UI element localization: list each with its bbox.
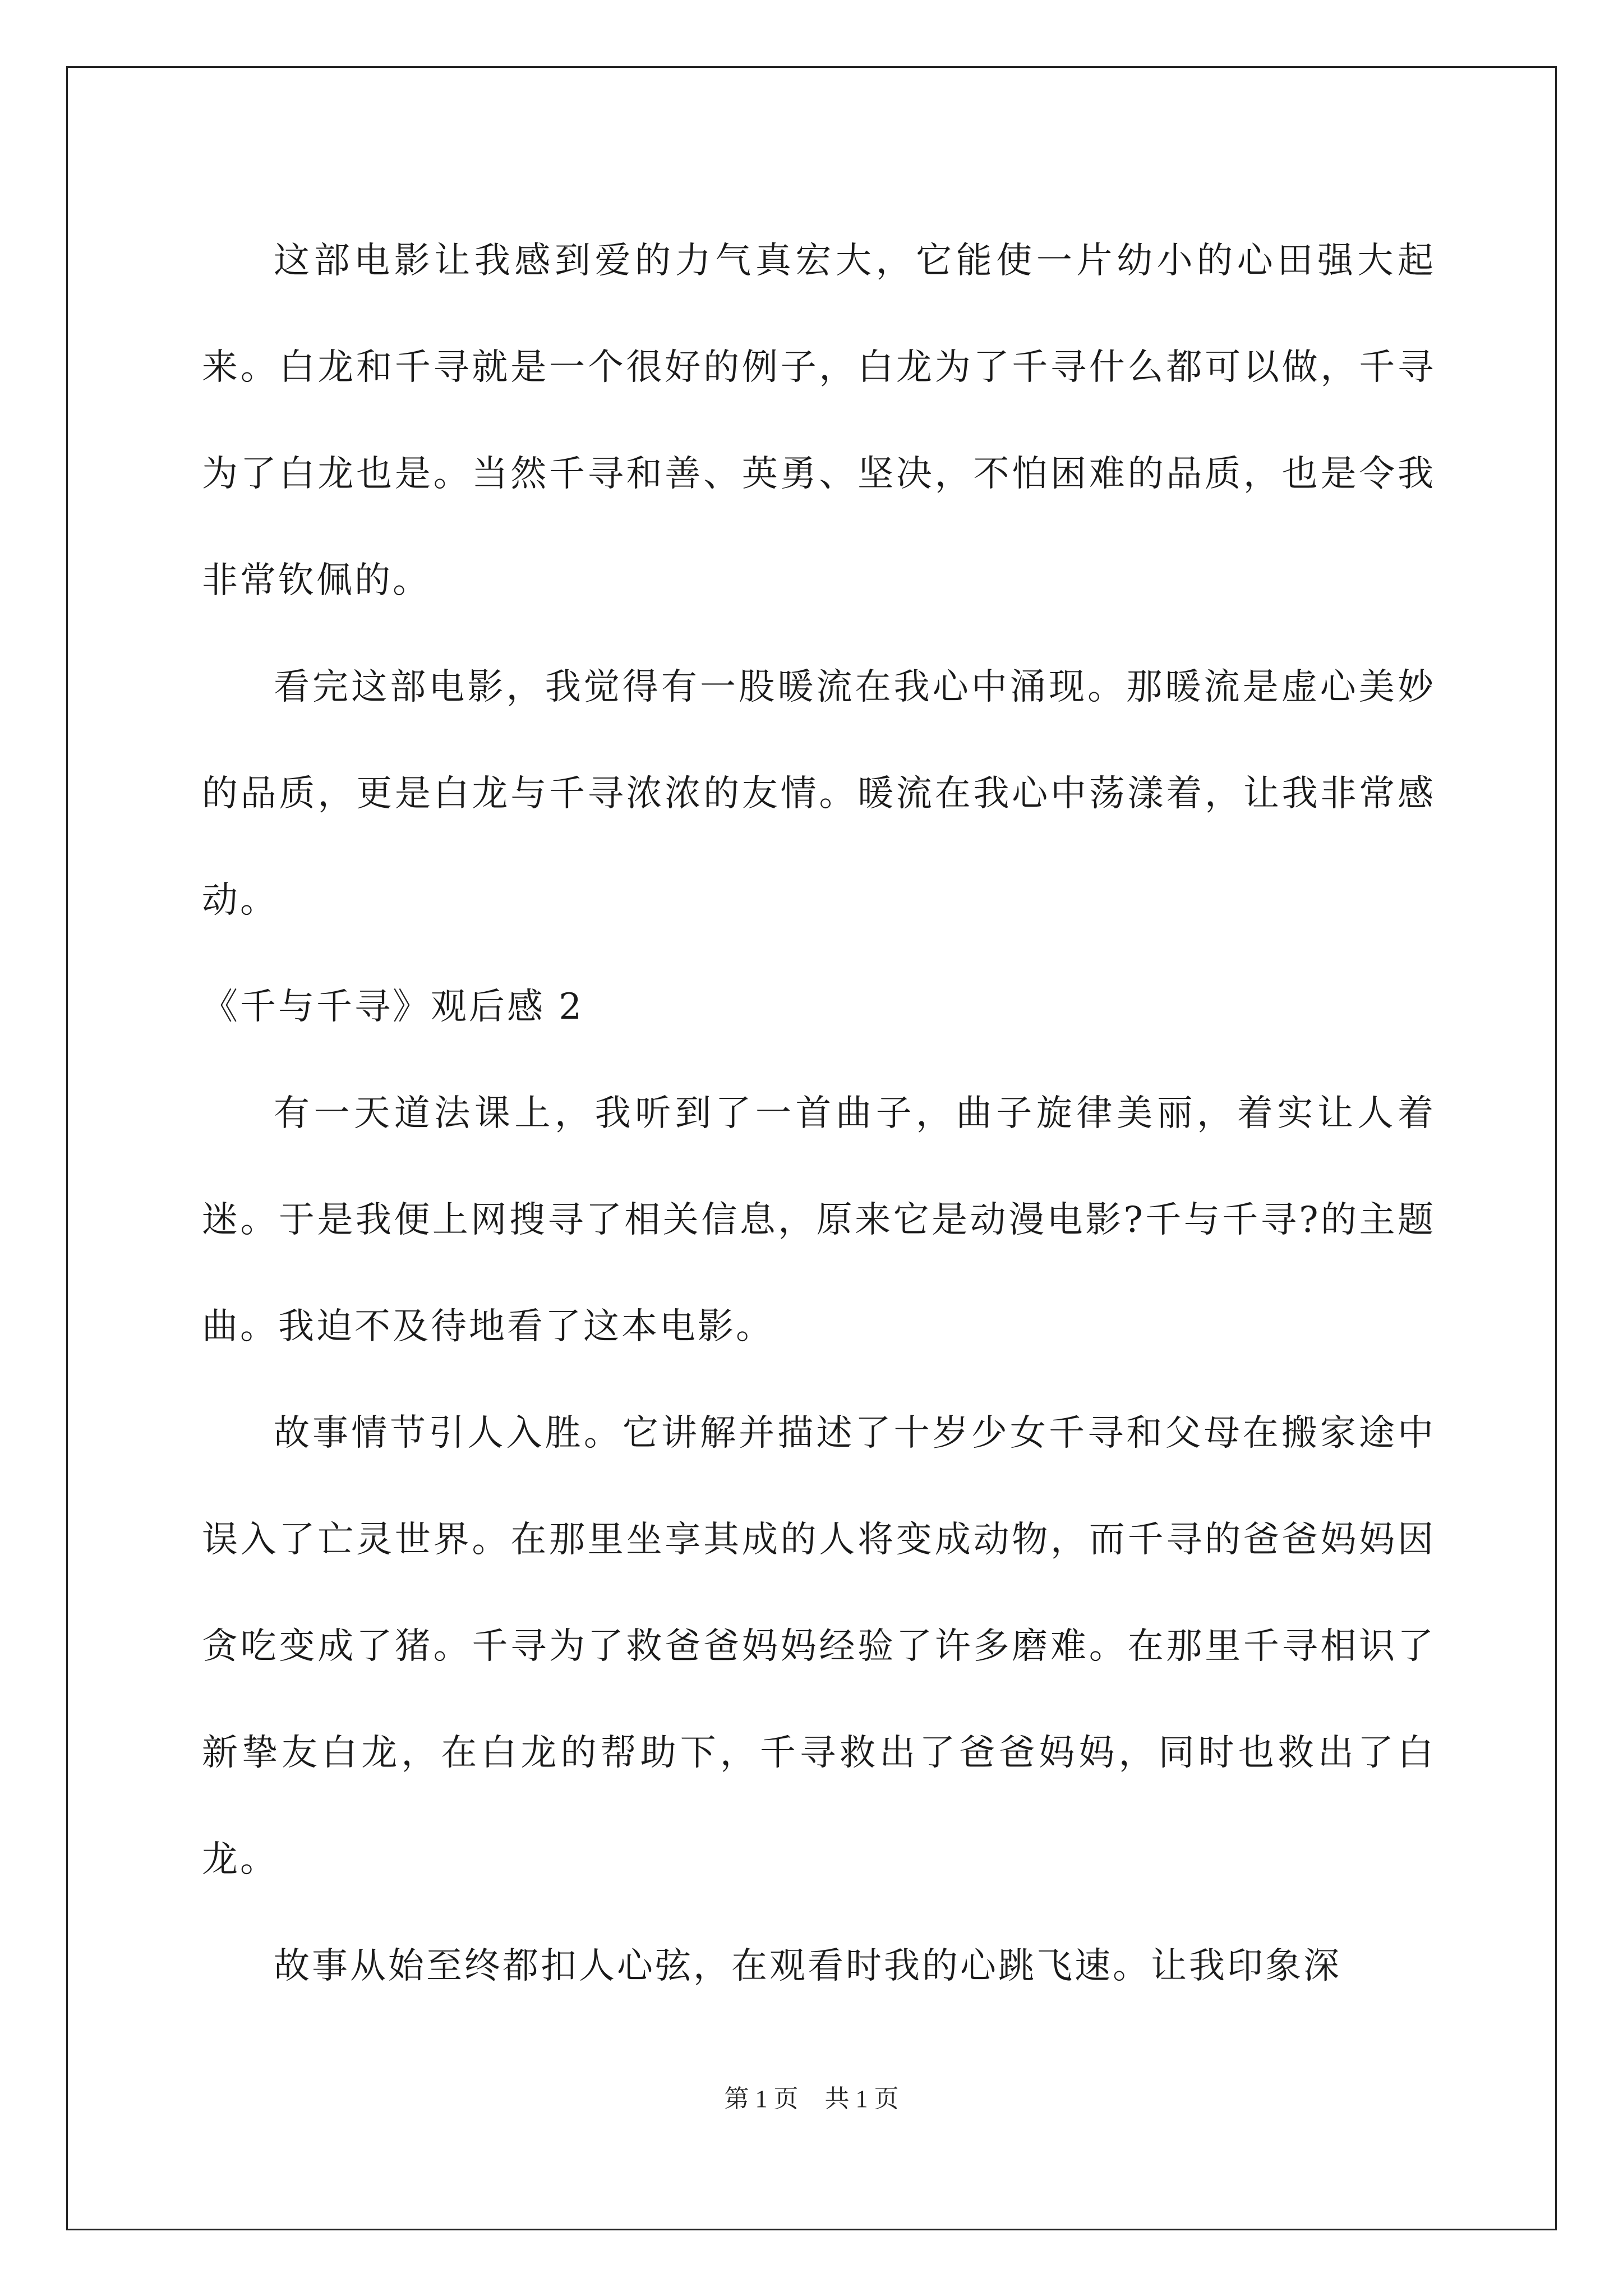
document-body xyxy=(202,208,1436,2019)
paragraph: 这部电影让我感到爱的力气真宏大，它能使一片幼小的心田强大起来。白龙和千寻就是一个很好的例子，白龙为了千寻什么都可以做，千寻为了白龙也是。当然千寻和善、英勇、坚决，不怕困难的品质，也是令我非常钦佩的。 xyxy=(202,240,1436,601)
paragraph: 看完这部电影，我觉得有一股暖流在我心中涌现。那暖流是虚心美妙的品质，更是白龙与千寻浓浓的友情。暖流在我心中荡漾着，让我非常感动。 xyxy=(202,666,1436,921)
page-footer xyxy=(0,2078,1623,2114)
paragraph: 有一天道法课上，我听到了一首曲子，曲子旋律美丽，着实让人着迷。于是我便上网搜寻了相关信息，原来它是动漫电影?千与千寻?的主题曲。我迫不及待地看了这本电影。 xyxy=(202,1093,1436,1347)
page-total: 共 1 页 xyxy=(824,2085,899,2113)
section-heading: 《千与千寻》观后感 2 xyxy=(202,986,584,1028)
paragraph: 故事情节引人入胜。它讲解并描述了十岁少女千寻和父母在搬家途中误入了亡灵世界。在那里坐享其成的人将变成动物，而千寻的爸爸妈妈因贪吃变成了猪。千寻为了救爸爸妈妈经验了许多磨难。在那里千寻相识了新挚友白龙，在白龙的帮助下，千寻救出了爸爸妈妈，同时也救出了白龙。 xyxy=(202,1412,1436,1880)
paragraph: 故事从始至终都扣人心弦，在观看时我的心跳飞速。让我印象深 xyxy=(274,1945,1341,1987)
page-number: 第 1 页 xyxy=(724,2085,799,2113)
